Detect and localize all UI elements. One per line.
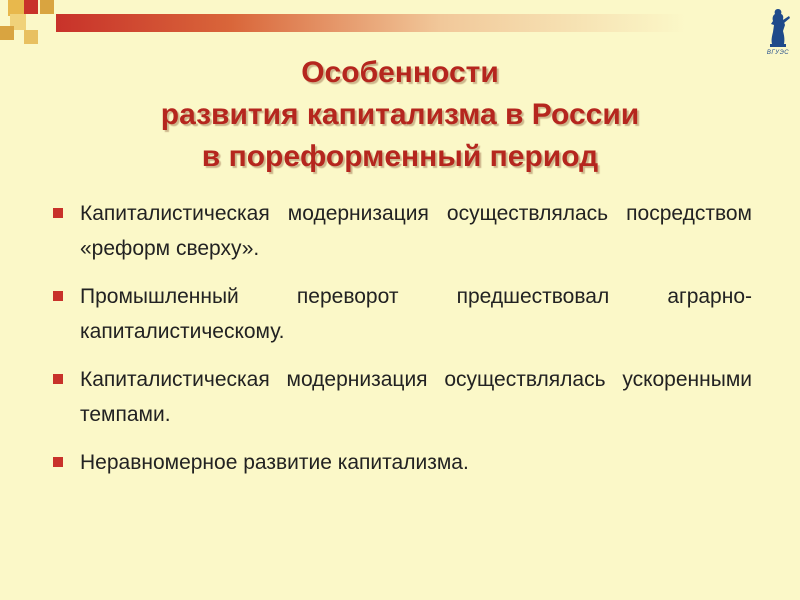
decorative-square	[24, 30, 38, 44]
square-bullet-icon	[53, 374, 63, 384]
decorative-square	[0, 26, 14, 40]
bullet-item	[50, 279, 752, 349]
bullet-item	[50, 445, 752, 480]
square-bullet-icon	[53, 291, 63, 301]
square-bullet-icon	[53, 457, 63, 467]
title-line-1: Особенности	[301, 56, 499, 89]
decorative-square	[24, 0, 38, 14]
decorative-square	[40, 0, 54, 14]
title-line-3: в пореформенный период	[201, 140, 599, 173]
bullet-item	[50, 362, 752, 432]
bullet-text: Капиталистическая модернизация осуществлялась посредством «реформ сверху».	[80, 202, 752, 260]
slide-title	[0, 52, 800, 178]
bullet-text: Промышленный переворот предшествовал аграрно-капиталистическому.	[80, 285, 752, 343]
title-line-2: развития капитализма в России	[160, 98, 640, 131]
bullet-text: Неравномерное развитие капитализма.	[80, 451, 469, 474]
bullet-text: Капиталистическая модернизация осуществлялась ускоренными темпами.	[80, 368, 752, 426]
statue-icon	[762, 6, 794, 50]
square-bullet-icon	[53, 208, 63, 218]
header-gradient-band	[56, 14, 756, 32]
logo-text: ВГУЭС	[766, 50, 790, 56]
bullet-item	[50, 196, 752, 266]
bullet-list	[50, 196, 752, 493]
